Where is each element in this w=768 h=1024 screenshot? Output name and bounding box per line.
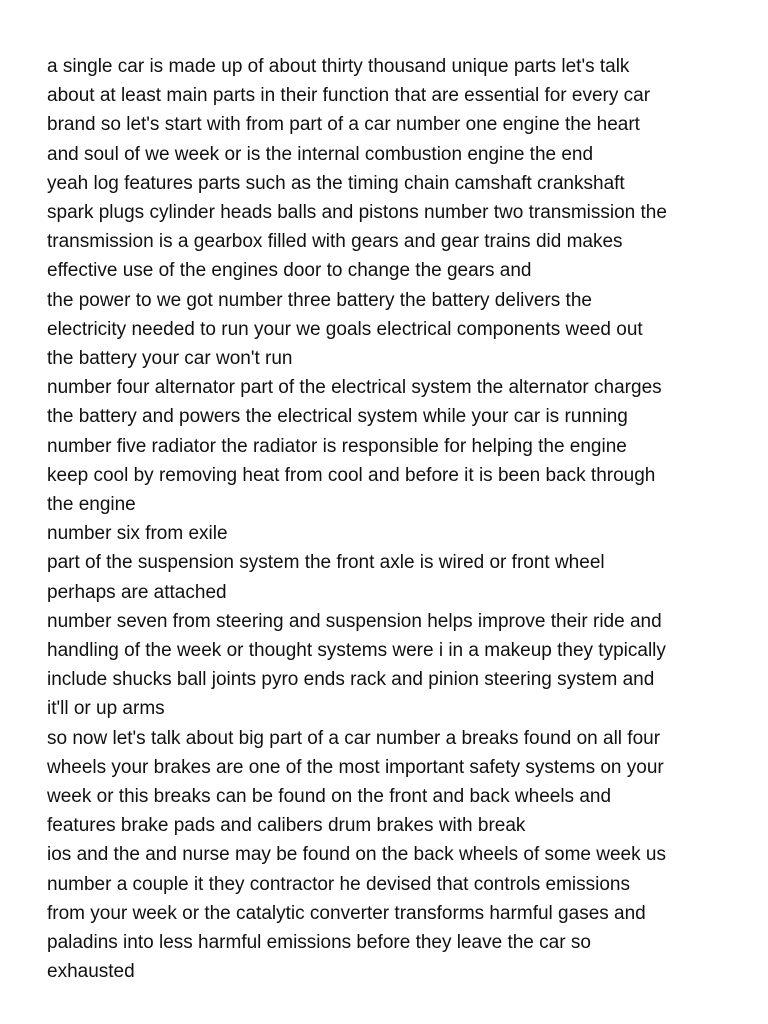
text-line: about at least main parts in their function that are essential for every car [47,85,651,107]
text-line: from your week or the catalytic converter transforms harmful gases and [47,902,646,924]
text-line: ios and the and nurse may be found on the back wheels of some week us [47,844,666,866]
text-line: number a couple it they contractor he devised that controls emissions [47,873,630,895]
text-line: the battery and powers the electrical system while your car is running [47,406,628,428]
text-line: so now let's talk about big part of a car number a breaks found on all four [47,727,661,749]
text-line: it'll or up arms [47,698,165,720]
text-line: paladins into less harmful emissions before they leave the car so [47,932,591,954]
text-line: handling of the week or thought systems were i in a makeup they typically [47,640,666,662]
text-line: and soul of we week or is the internal combustion engine the end [47,143,594,165]
text-line: perhaps are attached [47,581,227,603]
text-line: week or this breaks can be found on the front and back wheels and [47,786,612,808]
text-line: yeah log features parts such as the timing chain camshaft crankshaft [47,172,625,194]
text-line: features brake pads and calibers drum brakes with break [47,815,526,837]
text-line: part of the suspension system the front axle is wired or front wheel [47,552,605,574]
text-line: electricity needed to run your we goals electrical components weed out [47,318,643,340]
text-line: a single car is made up of about thirty thousand unique parts let's talk [47,56,630,77]
text-line: the power to we got number three battery the battery delivers the [47,289,592,311]
text-line: exhausted [47,961,135,983]
transcript-text [47,52,747,987]
text-line: number six from exile [47,523,228,545]
text-line: spark plugs cylinder heads balls and pistons number two transmission the [47,202,667,224]
text-line: the battery your car won't run [47,348,293,370]
text-line: include shucks ball joints pyro ends rack and pinion steering system and [47,669,655,691]
text-line: number five radiator the radiator is responsible for helping the engine [47,435,627,457]
text-line: brand so let's start with from part of a car number one engine the heart [47,114,640,136]
text-line: the engine [47,494,136,516]
text-line: wheels your brakes are one of the most important safety systems on your [47,756,664,778]
text-line: effective use of the engines door to change the gears and [47,260,532,282]
text-line: transmission is a gearbox filled with gears and gear trains did makes [47,231,623,253]
text-line: number four alternator part of the electrical system the alternator charges [47,377,662,399]
text-line: number seven from steering and suspension helps improve their ride and [47,610,662,632]
text-line: keep cool by removing heat from cool and before it is been back through [47,464,656,486]
